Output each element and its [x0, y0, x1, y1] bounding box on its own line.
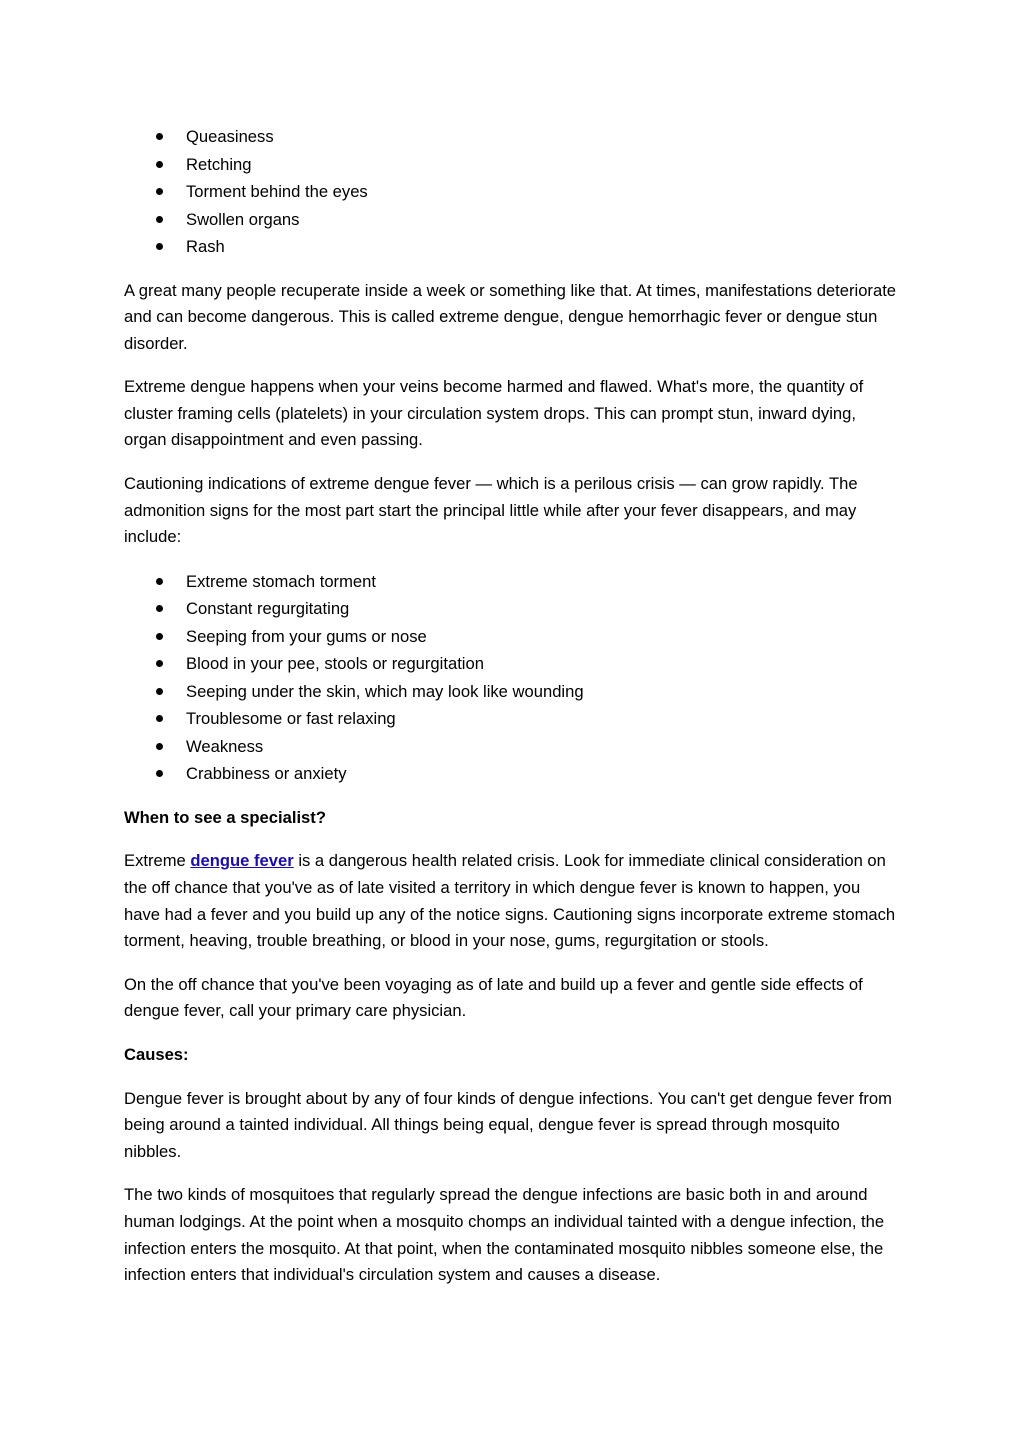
list-item-text: Seeping under the skin, which may look like wounding	[186, 681, 584, 701]
bullet-icon	[156, 770, 163, 777]
list-item	[124, 678, 900, 706]
paragraph-causes: Dengue fever is brought about by any of four kinds of dengue infections. You can't get dengue fever from being around a tainted individual. All things being equal, dengue fever is spread through mosquito nibbles.	[124, 1088, 892, 1161]
paragraph-severe-dengue: Extreme dengue happens when your veins become harmed and flawed. What's more, the quantity of cluster framing cells (platelets) in your circulation system drops. This can prompt stun, inward dying, organ disappointment and even passing.	[124, 377, 864, 450]
bullet-icon	[156, 578, 163, 585]
list-item-text: Rash	[186, 237, 225, 256]
list-item	[124, 233, 900, 261]
list-item	[124, 123, 900, 151]
bullet-icon	[156, 605, 163, 612]
heading-causes: Causes:	[124, 1045, 189, 1064]
list-item	[124, 650, 900, 678]
bullet-icon	[156, 243, 163, 250]
paragraph-text: is a dangerous health related crisis. Look for immediate clinical consideration on the off chance that you've as of late visited a territory in which dengue fever is known to happen, you have had a fever and you build up any of the notice signs. Cautioning signs incorporate extreme stomach torment, heaving, trouble breathing, or blood in your nose, gums, regurgitation or stools.	[124, 851, 896, 951]
list-item	[124, 151, 900, 179]
list-item	[124, 206, 900, 234]
paragraph-text: Extreme	[124, 851, 191, 871]
list-item-text: Retching	[186, 154, 252, 174]
dengue-fever-link[interactable]: dengue fever	[190, 851, 294, 871]
list-item	[124, 595, 900, 623]
bullet-icon	[156, 660, 163, 667]
bullet-icon	[156, 743, 163, 750]
bullet-icon	[156, 633, 163, 640]
list-item-text: Torment behind the eyes	[186, 182, 368, 201]
list-item-text: Constant regurgitating	[186, 599, 350, 619]
bullet-icon	[156, 688, 163, 695]
list-item	[124, 568, 900, 596]
list-item	[124, 733, 900, 761]
list-item	[124, 760, 900, 788]
paragraph-recovery: A great many people recuperate inside a week or something like that. At times, manifestations deteriorate and can become dangerous. This is called extreme dengue, dengue hemorrhagic fever or dengue stun disorder.	[124, 280, 897, 353]
list-item-text: Swollen organs	[186, 209, 300, 229]
bullet-icon	[156, 216, 163, 223]
paragraph-mosquitoes: The two kinds of mosquitoes that regularly spread the dengue infections are basic both in and around human lodgings. At the point when a mosquito chomps an individual tainted with a dengue infection, the infection enters the mosquito. At that point, when the contaminated mosquito nibbles someone else, the infection enters that individual's circulation system and causes a disease.	[124, 1185, 885, 1285]
list-item-text: Extreme stomach torment	[186, 571, 376, 591]
warning-sign-list	[124, 568, 900, 788]
document-page	[124, 123, 900, 1306]
symptom-list	[124, 123, 900, 261]
bullet-icon	[156, 133, 163, 140]
list-item-text: Weakness	[186, 736, 264, 756]
bullet-icon	[156, 188, 163, 195]
paragraph-see-specialist	[124, 848, 900, 954]
heading-when-to-see-specialist: When to see a specialist?	[124, 807, 326, 827]
list-item-text: Troublesome or fast relaxing	[186, 709, 396, 729]
paragraph-travel: On the off chance that you've been voyaging as of late and build up a fever and gentle side effects of dengue fever, call your primary care physician.	[124, 974, 863, 1021]
list-item	[124, 623, 900, 651]
bullet-icon	[156, 715, 163, 722]
list-item-text: Seeping from your gums or nose	[186, 626, 427, 646]
list-item	[124, 705, 900, 733]
list-item-text: Queasiness	[186, 127, 274, 146]
list-item-text: Crabbiness or anxiety	[186, 764, 347, 784]
paragraph-warning-signs: Cautioning indications of extreme dengue fever — which is a perilous crisis — can grow rapidly. The admonition signs for the most part start the principal little while after your fever disappears, and may include:	[124, 474, 858, 547]
list-item	[124, 178, 900, 206]
bullet-icon	[156, 161, 163, 168]
list-item-text: Blood in your pee, stools or regurgitation	[186, 654, 484, 674]
